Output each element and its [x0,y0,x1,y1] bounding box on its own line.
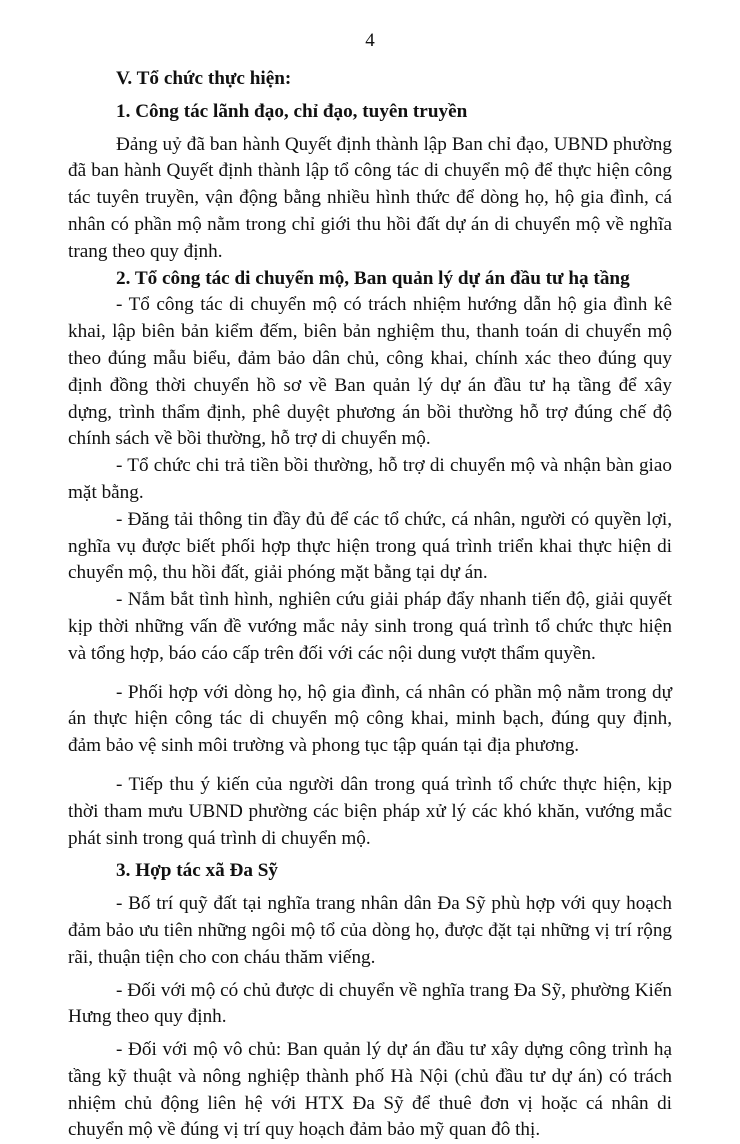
paragraph: - Tiếp thu ý kiến của người dân trong quá trình tổ chức thực hiện, kịp thời tham mưu UBND phường các biện pháp xử lý các khó khăn, vướng mắc phát sinh trong quá trình di chuyển mộ. [68,773,672,849]
page-number: 4 [365,30,375,51]
paragraph: - Bố trí quỹ đất tại nghĩa trang nhân dân Đa Sỹ phù hợp với quy hoạch đảm bảo ưu tiên những ngôi mộ tổ của dòng họ, được đặt tại những vị trí rộng rãi, thuận tiện cho con cháu thăm viếng. [68,893,672,968]
document-body [68,66,672,1144]
paragraph: - Nắm bắt tình hình, nghiên cứu giải pháp đẩy nhanh tiến độ, giải quyết kịp thời những vấn đề vướng mắc nảy sinh trong quá trình tổ chức thực hiện và tổng hợp, báo cáo cấp trên đối với các nội dung vượt thẩm quyền. [68,589,672,664]
paragraph: - Tổ chức chi trả tiền bồi thường, hỗ trợ di chuyển mộ và nhận bàn giao mặt bằng. [68,455,672,503]
subsection-heading: 1. Công tác lãnh đạo, chỉ đạo, tuyên truyền [116,100,468,122]
section-title: V. Tổ chức thực hiện: [116,68,292,89]
subsection-heading: 2. Tổ công tác di chuyển mộ, Ban quản lý dự án đầu tư hạ tầng [116,267,630,289]
paragraph: - Đối với mộ vô chủ: Ban quản lý dự án đầu tư xây dựng công trình hạ tầng kỹ thuật và nông nghiệp thành phố Hà Nội (chủ đầu tư dự án) có trách nhiệm chủ động liên hệ với HTX Đa Sỹ để thuê đơn vị hoặc cá nhân di chuyển mộ về đúng vị trí quy hoạch đảm bảo mỹ quan đô thị. [68,1039,672,1141]
paragraph: - Đối với mộ có chủ được di chuyển về nghĩa trang Đa Sỹ, phường Kiến Hưng theo quy định. [68,979,672,1028]
paragraph: - Tổ công tác di chuyển mộ có trách nhiệm hướng dẫn hộ gia đình kê khai, lập biên bản kiểm đếm, biên bản nghiệm thu, thanh toán di chuyển mộ theo đúng mẫu biểu, đảm bảo dân chủ, công khai, chính xác theo đúng quy định đồng thời chuyển hồ sơ về Ban quản lý dự án đầu tư hạ tầng để xây dựng, trình thẩm định, phê duyệt phương án bồi thường hỗ trợ đúng chế độ chính sách về bồi thường, hỗ trợ di chuyển mộ. [68,294,672,450]
paragraph: - Đăng tải thông tin đầy đủ để các tổ chức, cá nhân, người có quyền lợi, nghĩa vụ được biết phối hợp thực hiện trong quá trình triển khai thực hiện di chuyển mộ, thu hồi đất, giải phóng mặt bằng tại dự án. [68,508,672,584]
paragraph: - Phối hợp với dòng họ, hộ gia đình, cá nhân có phần mộ nằm trong dự án thực hiện công tác di chuyển mộ công khai, minh bạch, đúng quy định, đảm bảo vệ sinh môi trường và phong tục tập quán tại địa phương. [68,681,672,757]
paragraph: Đảng uỷ đã ban hành Quyết định thành lập Ban chỉ đạo, UBND phường đã ban hành Quyết định thành lập tổ công tác di chuyển mộ để thực hiện công tác tuyên truyền, vận động bằng nhiều hình thức để dòng họ, hộ gia đình, cá nhân có phần mộ nằm trong chỉ giới thu hồi đất dự án di chuyển mộ về nghĩa trang theo quy định. [68,133,672,262]
subsection-heading: 3. Hợp tác xã Đa Sỹ [116,860,278,882]
